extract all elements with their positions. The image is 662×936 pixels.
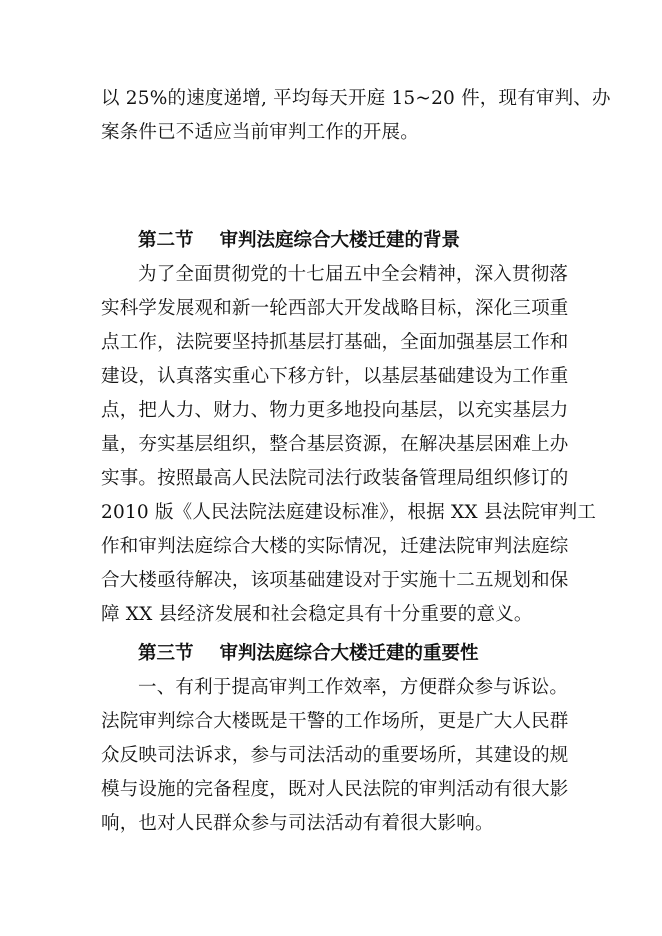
paragraph-line: 法院审判综合大楼既是干警的工作场所，更是广大人民群: [101, 711, 569, 732]
paragraph-line: 模与设施的完备程度，既对人民法院的审判活动有很大影: [101, 779, 569, 800]
paragraph-line: 实事。按照最高人民法院司法行政装备管理局组织修订的: [101, 468, 569, 489]
paragraph-line: 案条件已不适应当前审判工作的开展。: [101, 122, 419, 143]
paragraph-line: 合大楼亟待解决，该项基础建设对于实施十二五规划和保: [101, 570, 569, 591]
paragraph-line: 为了全面贯彻党的十七届五中全会精神，深入贯彻落: [138, 264, 569, 285]
section-title: 审判法庭综合大楼迁建的背景: [219, 230, 461, 251]
paragraph-line: 实科学发展观和新一轮西部大开发战略目标，深化三项重: [101, 298, 569, 319]
section-title: 审判法庭综合大楼迁建的重要性: [219, 643, 479, 664]
paragraph-line: 响，也对人民群众参与司法活动有着很大影响。: [101, 813, 494, 834]
paragraph-line: 点，把人力、财力、物力更多地投向基层，以充实基层力: [101, 400, 569, 421]
section-heading: [138, 639, 479, 669]
section-number: 第三节: [138, 643, 194, 664]
paragraph-line: 点工作，法院要坚持抓基层打基础，全面加强基层工作和: [101, 332, 569, 353]
paragraph-line: 以 25%的速度递增, 平均每天开庭 15~20 件，现有审判、办: [101, 88, 611, 109]
paragraph-line: 一、有利于提高审判工作效率，方便群众参与诉讼。: [138, 677, 569, 698]
paragraph-line: 2010 版《人民法院法庭建设标准》，根据 XX 县法院审判工: [101, 502, 597, 523]
paragraph-line: 众反映司法诉求，参与司法活动的重要场所，其建设的规: [101, 745, 569, 766]
section-heading: [138, 226, 460, 256]
paragraph-line: 量，夯实基层组织，整合基层资源，在解决基层困难上办: [101, 434, 569, 455]
section-number: 第二节: [138, 230, 194, 251]
paragraph-line: 作和审判法庭综合大楼的实际情况，迁建法院审判法庭综: [101, 536, 569, 557]
paragraph-line: 障 XX 县经济发展和社会稳定具有十分重要的意义。: [101, 604, 533, 625]
paragraph-line: 建设，认真落实重心下移方针，以基层基础建设为工作重: [101, 366, 569, 387]
